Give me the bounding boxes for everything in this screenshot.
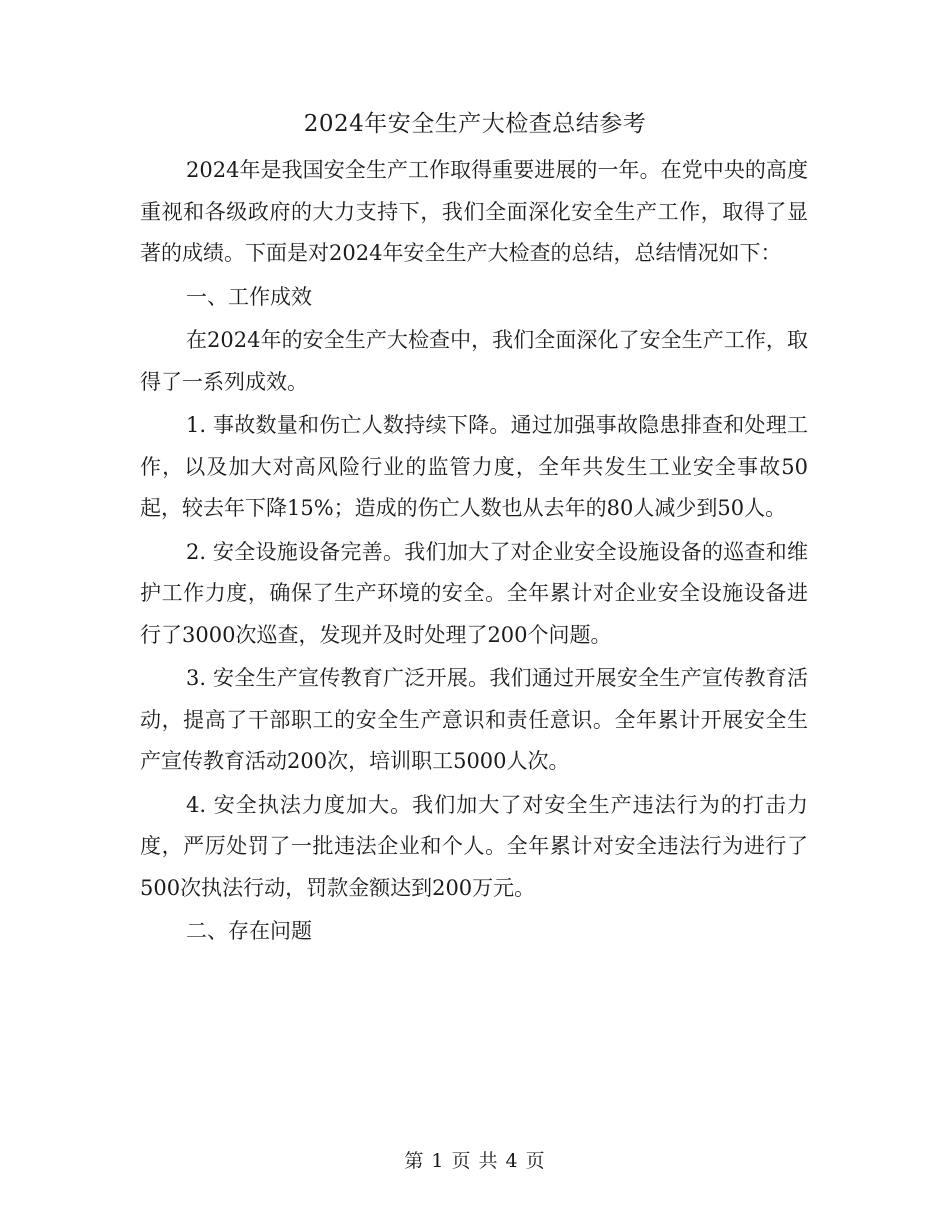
achievement-item-3: 3. 安全生产宣传教育广泛开展。我们通过开展安全生产宣传教育活动，提高了干部职工的安全生产意识和责任意识。全年累计开展安全生产宣传教育活动200次，培训职工5000人次。 — [140, 666, 808, 773]
achievement-item-4: 4. 安全执法力度加大。我们加大了对安全生产违法行为的打击力度，严厉处罚了一批违法企业和个人。全年累计对安全违法行为进行了500次执法行动，罚款金额达到200万元。 — [140, 792, 808, 900]
document-body — [140, 150, 808, 953]
achievements-intro-paragraph: 在2024年的安全生产大检查中，我们全面深化了安全生产工作，取得了一系列成效。 — [140, 328, 808, 394]
achievement-item-2: 2. 安全设施设备完善。我们加大了对企业安全设施设备的巡查和维护工作力度，确保了生产环境的安全。全年累计对企业安全设施设备进行了3000次巡查，发现并及时处理了200个问题。 — [140, 539, 808, 647]
document-title: 2024年安全生产大检查总结参考 — [303, 111, 647, 137]
section-heading-achievements: 一、工作成效 — [186, 284, 312, 309]
section-heading-problems: 二、存在问题 — [186, 919, 312, 943]
intro-paragraph: 2024年是我国安全生产工作取得重要进展的一年。在党中央的高度重视和各级政府的大力支持下，我们全面深化安全生产工作，取得了显著的成绩。下面是对2024年安全生产大检查的总结，总结情况如下： — [140, 158, 808, 265]
page-number-footer: 第 1 页 共 4 页 — [404, 1150, 546, 1172]
achievement-item-1: 1. 事故数量和伤亡人数持续下降。通过加强事故隐患排查和处理工作，以及加大对高风险行业的监管力度，全年共发生工业安全事故50起，较去年下降15%；造成的伤亡人数也从去年的80人减少到50人。 — [140, 413, 808, 520]
